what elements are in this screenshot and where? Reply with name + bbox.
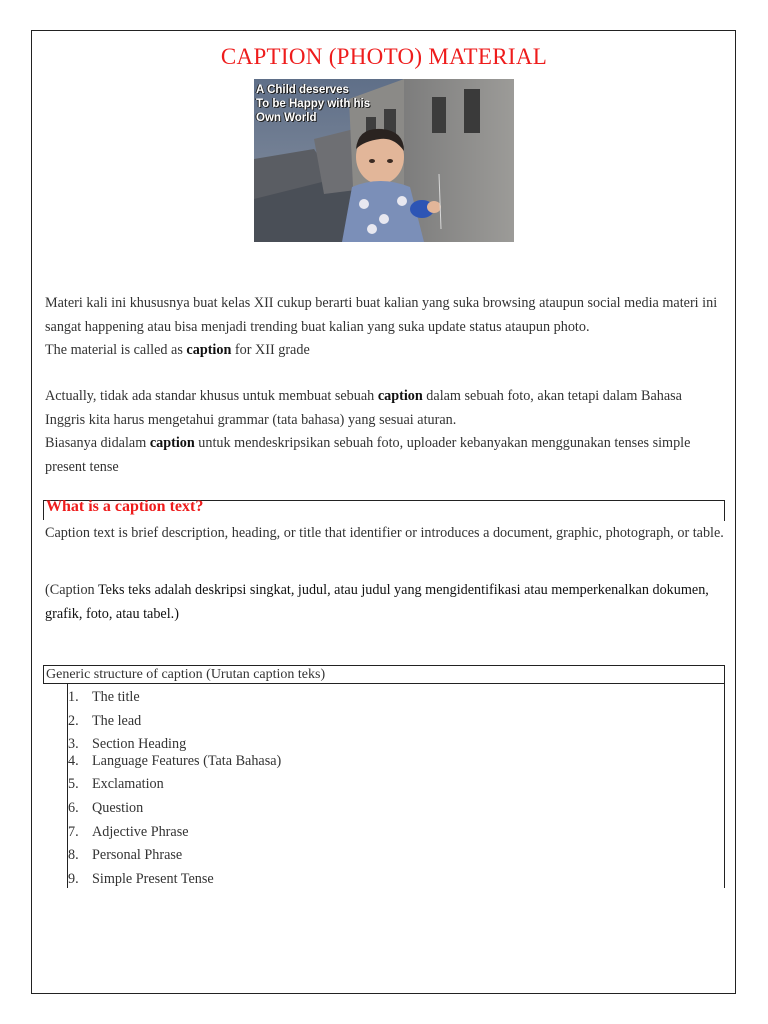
- caption-term-bold: caption: [377, 388, 423, 404]
- list-label: Language Features (Tata Bahasa): [92, 753, 282, 769]
- list-number: 5.: [68, 776, 79, 792]
- list-number: 2.: [68, 713, 79, 729]
- intro-line2-suffix: for XII grade: [231, 342, 310, 358]
- translation-prefix: (Caption: [45, 582, 98, 598]
- intro-paragraph: [45, 292, 725, 363]
- what-heading: What is a caption text?: [46, 498, 204, 515]
- page-title: CAPTION (PHOTO) MATERIAL: [220, 44, 548, 69]
- list-number: 8.: [68, 847, 79, 863]
- list-number: 6.: [68, 800, 79, 816]
- translation-paragraph: [45, 579, 725, 626]
- structure-heading: Generic structure of caption (Urutan caption teks): [43, 665, 725, 684]
- structure-list: [67, 684, 725, 888]
- list-label: Simple Present Tense: [92, 871, 214, 887]
- what-heading-box: [43, 500, 725, 520]
- list-label: Exclamation: [92, 776, 164, 792]
- photo-caption-line: Own World: [256, 112, 317, 124]
- child-photo: [254, 79, 514, 242]
- list-number: 3.: [68, 736, 79, 752]
- definition-paragraph: Caption text is brief description, heading, or title that identifier or introduces a document, graphic, photograph, or table.: [45, 525, 724, 541]
- list-label: Question: [92, 800, 144, 816]
- photo-caption-line: To be Happy with his: [256, 98, 371, 110]
- list-label: The title: [92, 689, 140, 705]
- intro-line2-prefix: The material is called as: [45, 342, 187, 358]
- list-number: 4.: [68, 753, 79, 769]
- list-label: Adjective Phrase: [92, 824, 189, 840]
- list-number: 7.: [68, 824, 79, 840]
- actually-b-prefix: Biasanya didalam: [45, 435, 150, 451]
- caption-term-bold: caption: [149, 435, 195, 451]
- list-number: 1.: [68, 689, 79, 705]
- actually-a-suffix: dalam sebuah foto, akan tetapi dalam Bahasa Inggris kita harus mengetahui grammar (tata bahasa) yang sesuai aturan.: [45, 388, 682, 428]
- list-number: 9.: [68, 871, 79, 887]
- list-label: The lead: [92, 713, 142, 729]
- list-label: Personal Phrase: [92, 847, 183, 863]
- actually-paragraph: [45, 385, 725, 479]
- caption-term-bold: caption: [186, 342, 232, 358]
- photo-caption-line: A Child deserves: [256, 84, 349, 96]
- actually-a-prefix: Actually, tidak ada standar khusus untuk membuat sebuah: [45, 388, 378, 404]
- actually-b-suffix: untuk mendeskripsikan sebuah foto, uploader kebanyakan menggunakan tenses simple present tense: [45, 435, 691, 475]
- photo-caption-overlay: [256, 83, 370, 125]
- list-label: Section Heading: [92, 736, 187, 752]
- translation-body: Teks teks adalah deskripsi singkat, judul, atau judul yang mengidentifikasi atau memperkenalkan dokumen, grafik, foto, atau tabel.): [45, 582, 709, 622]
- intro-line1: Materi kali ini khususnya buat kelas XII cukup berarti buat kalian yang suka browsing ataupun social media materi ini sangat happening atau bisa menjadi trending buat kalian yang suka update status ataupun photo.: [45, 295, 718, 335]
